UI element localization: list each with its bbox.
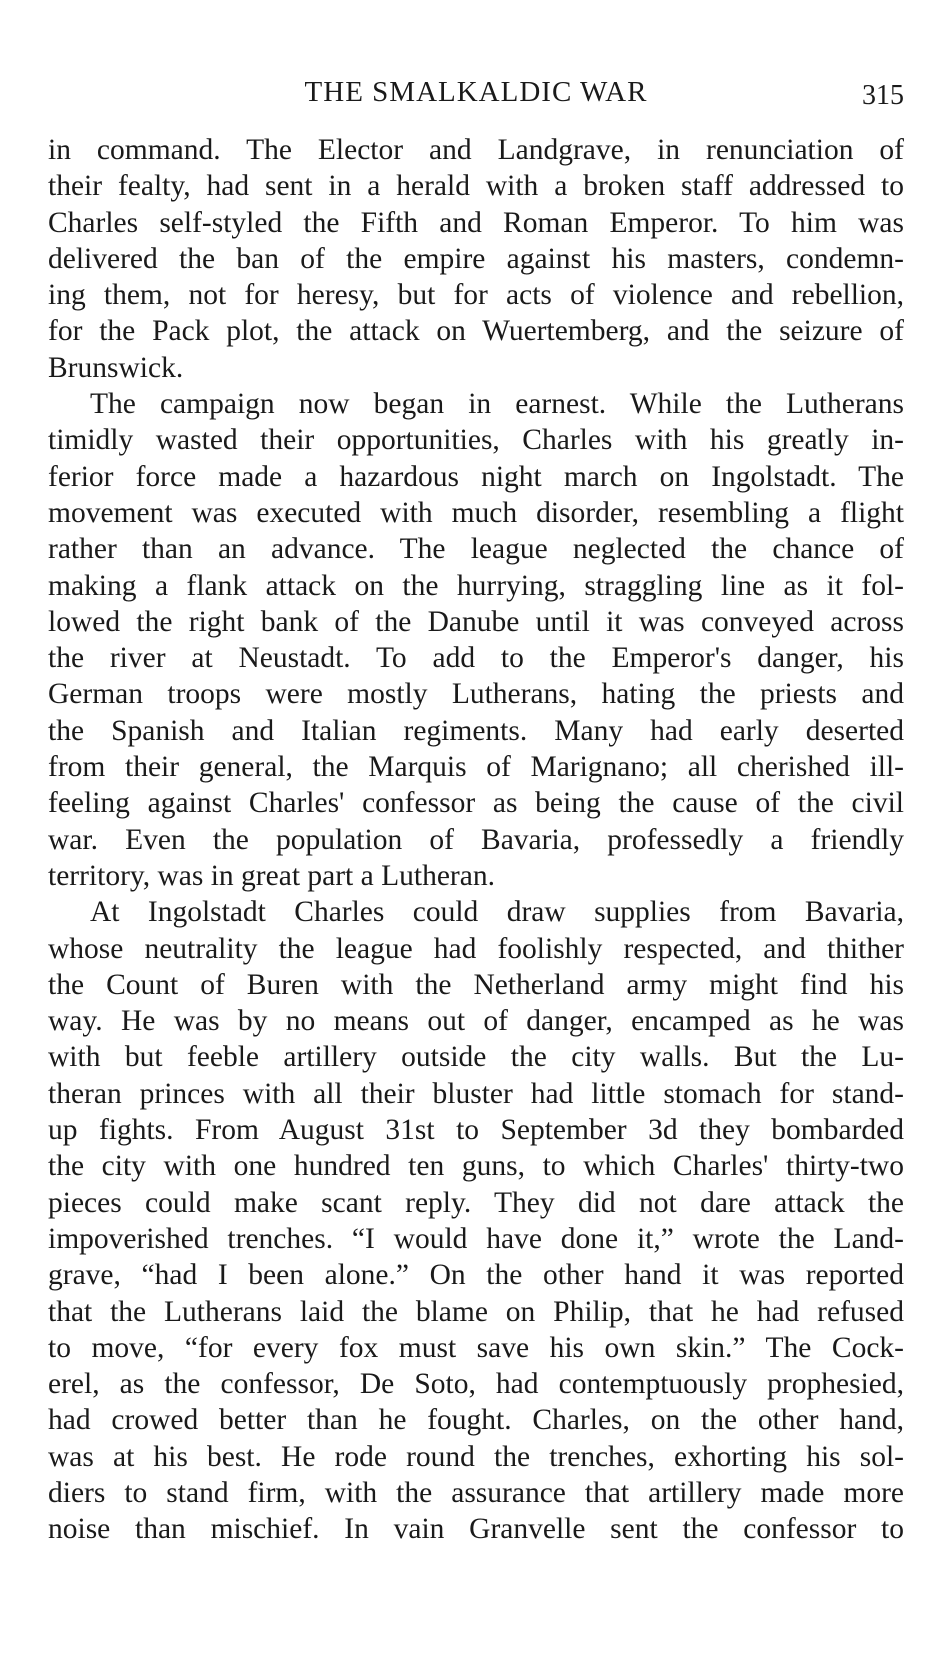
text-line: had crowed better than he fought. Charles, on the other hand,: [48, 1404, 904, 1437]
paragraph-start-line: At Ingolstadt Charles could draw supplies from Bavaria,: [90, 896, 904, 929]
text-line: war. Even the population of Bavaria, professedly a friendly: [48, 823, 904, 856]
text-line: noise than mischief. In vain Granvelle sent the confessor to: [48, 1513, 904, 1546]
text-line: ferior force made a hazardous night march on Ingolstadt. The: [48, 460, 904, 493]
text-line: up fights. From August 31st to September 3d they bombarded: [48, 1114, 904, 1147]
text-line: that the Lutherans laid the blame on Philip, that he had refused: [48, 1295, 904, 1328]
text-line: German troops were mostly Lutherans, hating the priests and: [48, 678, 904, 711]
body-text: [48, 132, 904, 1548]
text-line: with but feeble artillery outside the city walls. But the Lu-: [48, 1041, 904, 1074]
running-title: THE SMALKALDIC WAR: [304, 76, 648, 108]
text-line: the Count of Buren with the Netherland army might find his: [48, 968, 904, 1001]
text-line: way. He was by no means out of danger, encamped as he was: [48, 1005, 904, 1038]
text-line: territory, was in great part a Lutheran.: [48, 859, 495, 892]
text-line: feeling against Charles' confessor as being the cause of the civil: [48, 787, 904, 820]
text-line: their fealty, had sent in a herald with a broken staff addressed to: [48, 170, 904, 203]
text-line: making a flank attack on the hurrying, straggling line as it fol-: [48, 569, 904, 602]
text-line: the Spanish and Italian regiments. Many had early deserted: [48, 714, 904, 747]
text-line: whose neutrality the league had foolishly respected, and thither: [48, 932, 904, 965]
text-line: movement was executed with much disorder, resembling a flight: [48, 496, 904, 529]
text-line: pieces could make scant reply. They did not dare attack the: [48, 1186, 904, 1219]
text-line: Charles self-styled the Fifth and Roman Emperor. To him was: [48, 206, 904, 239]
running-head: [48, 70, 904, 114]
text-line: grave, “had I been alone.” On the other hand it was reported: [48, 1259, 904, 1292]
text-line: timidly wasted their opportunities, Charles with his greatly in-: [48, 424, 904, 457]
text-line: diers to stand firm, with the assurance that artillery made more: [48, 1476, 904, 1509]
text-line: the river at Neustadt. To add to the Emperor's danger, his: [48, 642, 904, 675]
text-line: delivered the ban of the empire against his masters, condemn-: [48, 242, 904, 275]
paragraph-start-line: The campaign now began in earnest. While the Lutherans: [90, 388, 904, 421]
text-line: to move, “for every fox must save his own skin.” The Cock-: [48, 1331, 904, 1364]
page-number: 315: [862, 80, 904, 111]
text-line: in command. The Elector and Landgrave, in renunciation of: [48, 134, 904, 166]
text-line: the city with one hundred ten guns, to which Charles' thirty-two: [48, 1150, 904, 1183]
text-line: for the Pack plot, the attack on Wuertemberg, and the seizure of: [48, 315, 904, 348]
text-line: impoverished trenches. “I would have done it,” wrote the Land-: [48, 1222, 904, 1255]
text-line: erel, as the confessor, De Soto, had contemptuously prophesied,: [48, 1368, 904, 1401]
text-line: rather than an advance. The league neglected the chance of: [48, 533, 904, 566]
text-line: Brunswick.: [48, 351, 184, 384]
text-line: from their general, the Marquis of Marignano; all cherished ill-: [48, 751, 904, 784]
text-line: theran princes with all their bluster had little stomach for stand-: [48, 1077, 904, 1110]
text-line: was at his best. He rode round the trenches, exhorting his sol-: [48, 1440, 904, 1473]
text-line: ing them, not for heresy, but for acts of violence and rebellion,: [48, 279, 904, 312]
text-line: lowed the right bank of the Danube until it was conveyed across: [48, 605, 904, 638]
